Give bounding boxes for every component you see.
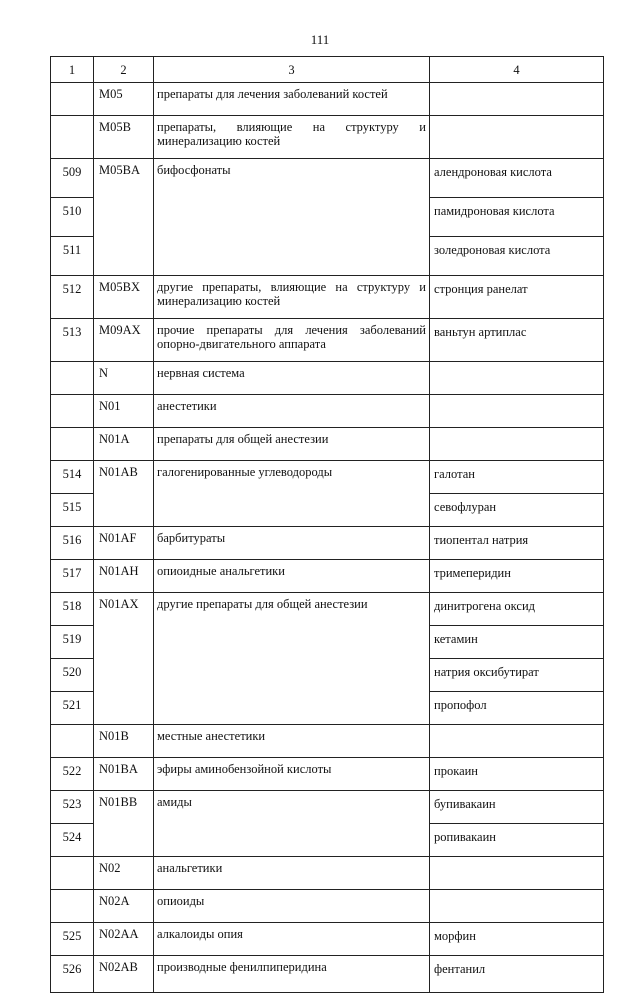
row-number: 526	[51, 956, 94, 993]
table-row	[51, 527, 604, 560]
atc-code: N02AB	[94, 956, 154, 993]
atc-code: M09AX	[94, 319, 154, 362]
drug-name	[430, 725, 604, 758]
group-name: местные анестетики	[154, 725, 430, 758]
atc-code: N01BA	[94, 758, 154, 791]
atc-code: N01BB	[94, 791, 154, 857]
atc-code: N	[94, 362, 154, 395]
group-name: препараты для лечения заболеваний костей	[154, 83, 430, 116]
row-number: 517	[51, 560, 94, 593]
row-number: 516	[51, 527, 94, 560]
drug-name	[430, 857, 604, 890]
group-name: анальгетики	[154, 857, 430, 890]
row-number	[51, 428, 94, 461]
row-number: 520	[51, 659, 94, 692]
group-name: производные фенилпиперидина	[154, 956, 430, 993]
atc-code: N01AB	[94, 461, 154, 527]
drug-name	[430, 116, 604, 159]
row-number: 509	[51, 159, 94, 198]
drug-name	[430, 428, 604, 461]
group-name: барбитураты	[154, 527, 430, 560]
column-header-1: 1	[51, 57, 94, 83]
drug-name: золедроновая кислота	[430, 237, 604, 276]
table-row	[51, 362, 604, 395]
row-number: 523	[51, 791, 94, 824]
atc-code: M05B	[94, 116, 154, 159]
drug-name	[430, 83, 604, 116]
drug-name: ваньтун артиплас	[430, 319, 604, 362]
drug-name: прокаин	[430, 758, 604, 791]
drug-name: тримеперидин	[430, 560, 604, 593]
group-name: алкалоиды опия	[154, 923, 430, 956]
drug-name: ропивакаин	[430, 824, 604, 857]
table-header-row	[51, 57, 604, 83]
group-name: прочие препараты для лечения заболеваний опорно-двигательного аппарата	[154, 319, 430, 362]
drug-name: пропофол	[430, 692, 604, 725]
table-row	[51, 83, 604, 116]
table-row	[51, 560, 604, 593]
drug-name: динитрогена оксид	[430, 593, 604, 626]
atc-code: M05BX	[94, 276, 154, 319]
column-header-2: 2	[94, 57, 154, 83]
drug-name: стронция ранелат	[430, 276, 604, 319]
table-row	[51, 923, 604, 956]
drug-name: фентанил	[430, 956, 604, 993]
atc-code: N02AA	[94, 923, 154, 956]
column-header-4: 4	[430, 57, 604, 83]
group-name: другие препараты для общей анестезии	[154, 593, 430, 725]
group-name: другие препараты, влияющие на структуру и минерализацию костей	[154, 276, 430, 319]
group-name: препараты, влияющие на структуру и минерализацию костей	[154, 116, 430, 159]
row-number: 513	[51, 319, 94, 362]
row-number: 525	[51, 923, 94, 956]
table-row	[51, 857, 604, 890]
table-row	[51, 956, 604, 993]
atc-code: N01B	[94, 725, 154, 758]
row-number: 524	[51, 824, 94, 857]
drug-name	[430, 890, 604, 923]
group-name: бифосфонаты	[154, 159, 430, 276]
group-name: анестетики	[154, 395, 430, 428]
group-name: амиды	[154, 791, 430, 857]
row-number	[51, 116, 94, 159]
group-name: галогенированные углеводороды	[154, 461, 430, 527]
row-number: 522	[51, 758, 94, 791]
row-number: 510	[51, 198, 94, 237]
table-row	[51, 725, 604, 758]
row-number: 511	[51, 237, 94, 276]
row-number: 518	[51, 593, 94, 626]
column-header-3: 3	[154, 57, 430, 83]
group-name: опиоидные анальгетики	[154, 560, 430, 593]
group-name: эфиры аминобензойной кислоты	[154, 758, 430, 791]
atc-code: N01A	[94, 428, 154, 461]
table-row	[51, 428, 604, 461]
row-number	[51, 890, 94, 923]
drug-name: натрия оксибутират	[430, 659, 604, 692]
table-row	[51, 758, 604, 791]
row-number	[51, 83, 94, 116]
page-number: 111	[310, 32, 330, 47]
drug-name: памидроновая кислота	[430, 198, 604, 237]
row-number	[51, 395, 94, 428]
row-number: 514	[51, 461, 94, 494]
table-row	[51, 791, 604, 824]
row-number: 515	[51, 494, 94, 527]
drug-name: тиопентал натрия	[430, 527, 604, 560]
row-number: 519	[51, 626, 94, 659]
group-name: препараты для общей анестезии	[154, 428, 430, 461]
atc-code: M05BA	[94, 159, 154, 276]
row-number	[51, 857, 94, 890]
atc-code: M05	[94, 83, 154, 116]
atc-code: N01AH	[94, 560, 154, 593]
atc-code: N02	[94, 857, 154, 890]
row-number	[51, 725, 94, 758]
table-row	[51, 593, 604, 626]
table-row	[51, 890, 604, 923]
row-number: 521	[51, 692, 94, 725]
drug-name: морфин	[430, 923, 604, 956]
atc-code: N01	[94, 395, 154, 428]
drug-name	[430, 395, 604, 428]
group-name: опиоиды	[154, 890, 430, 923]
drug-name	[430, 362, 604, 395]
table-row	[51, 319, 604, 362]
atc-code: N02A	[94, 890, 154, 923]
table-row	[51, 159, 604, 198]
table-row	[51, 395, 604, 428]
row-number: 512	[51, 276, 94, 319]
atc-code: N01AF	[94, 527, 154, 560]
table-row	[51, 276, 604, 319]
drug-list-table	[50, 56, 604, 993]
drug-name: галотан	[430, 461, 604, 494]
drug-name: алендроновая кислота	[430, 159, 604, 198]
drug-name: кетамин	[430, 626, 604, 659]
drug-name: бупивакаин	[430, 791, 604, 824]
table-row	[51, 116, 604, 159]
group-name: нервная система	[154, 362, 430, 395]
row-number	[51, 362, 94, 395]
drug-name: севофлуран	[430, 494, 604, 527]
atc-code: N01AX	[94, 593, 154, 725]
table-row	[51, 461, 604, 494]
